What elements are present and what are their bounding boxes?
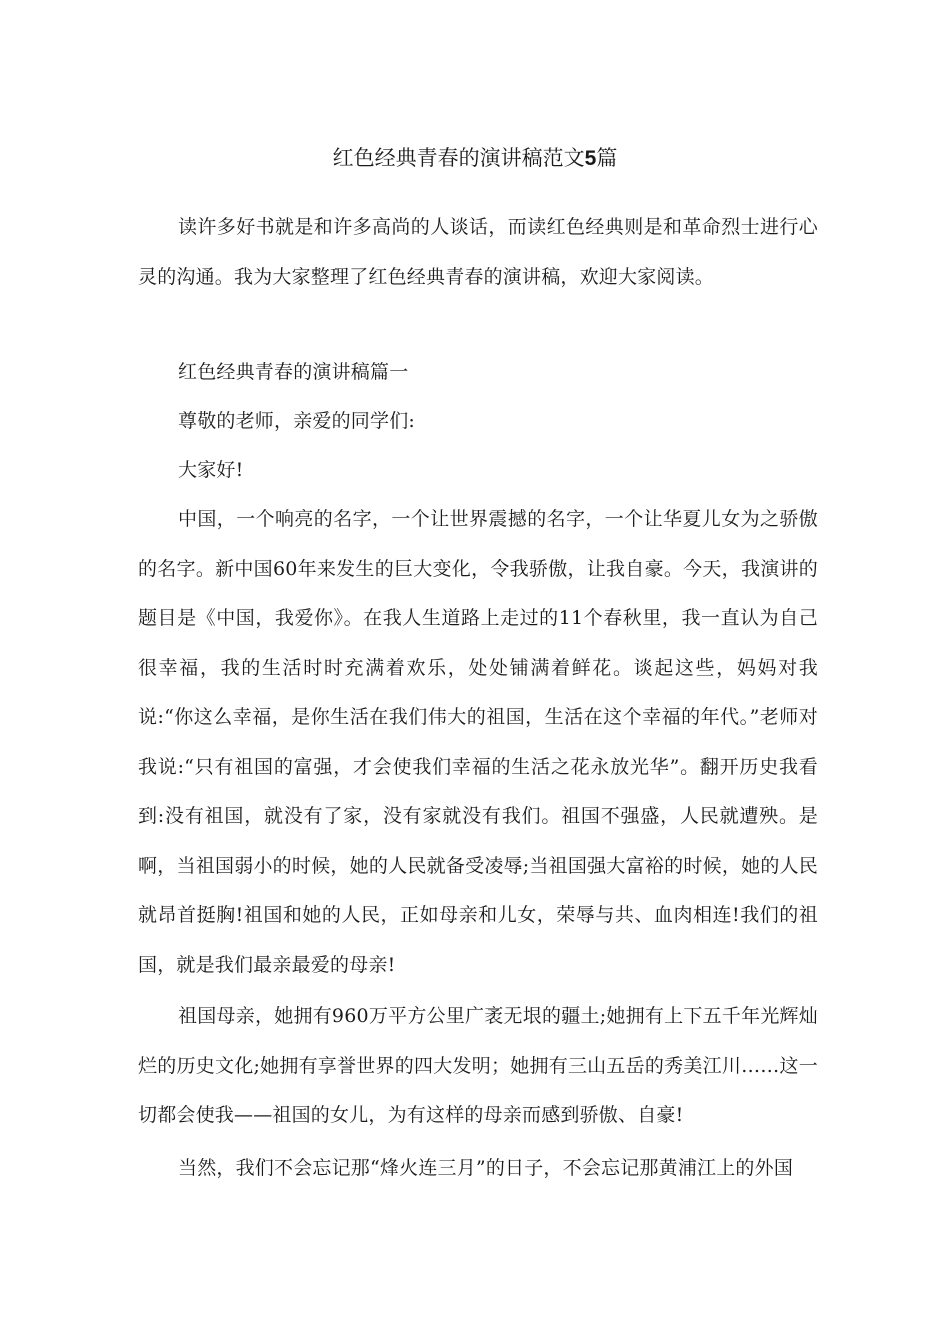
document-title (0, 144, 950, 173)
hello-line: 大家好! (178, 459, 244, 481)
body-paragraph-2: 祖国母亲，她拥有960万平方公里广袤无垠的疆土;她拥有上下五千年光辉灿烂的历史文化;她拥有享誉世界的四大发明；她拥有三山五岳的秀美江川……这一切都会使我——祖国的女儿，为有这样的母亲而感到骄傲、自豪! (138, 1005, 818, 1126)
section-heading: 红色经典青春的演讲稿篇一 (178, 361, 409, 383)
title-text: 红色经典青春的演讲稿范文 (332, 146, 585, 170)
body-paragraph-1: 中国，一个响亮的名字，一个让世界震撼的名字，一个让华夏儿女为之骄傲的名字。新中国60年来发生的巨大变化，令我骄傲，让我自豪。今天，我演讲的题目是《中国，我爱你》。在我人生道路上走过的11个春秋里，我一直认为自己很幸福，我的生活时时充满着欢乐，处处铺满着鲜花。谈起这些，妈妈对我说:“你这么幸福，是你生活在我们伟大的祖国，生活在这个幸福的年代。”老师对我说:“只有祖国的富强，才会使我们幸福的生活之花永放光华”。翻开历史我看到:没有祖国，就没有了家，没有家就没有我们。祖国不强盛，人民就遭殃。是啊，当祖国弱小的时候，她的人民就备受凌辱;当祖国强大富裕的时候，她的人民就昂首挺胸!祖国和她的人民，正如母亲和儿女，荣辱与共、血肉相连!我们的祖国，就是我们最亲最爱的母亲! (138, 508, 818, 976)
title-suffix: 篇 (596, 146, 618, 170)
greeting-line: 尊敬的老师，亲爱的同学们: (178, 410, 416, 432)
body-paragraph-3: 当然，我们不会忘记那“烽火连三月”的日子，不会忘记那黄浦江上的外国 (178, 1157, 794, 1179)
intro-paragraph: 读许多好书就是和许多高尚的人谈话，而读红色经典则是和革命烈士进行心灵的沟通。我为大家整理了红色经典青春的演讲稿，欢迎大家阅读。 (138, 216, 818, 288)
title-number: 5 (584, 147, 597, 170)
